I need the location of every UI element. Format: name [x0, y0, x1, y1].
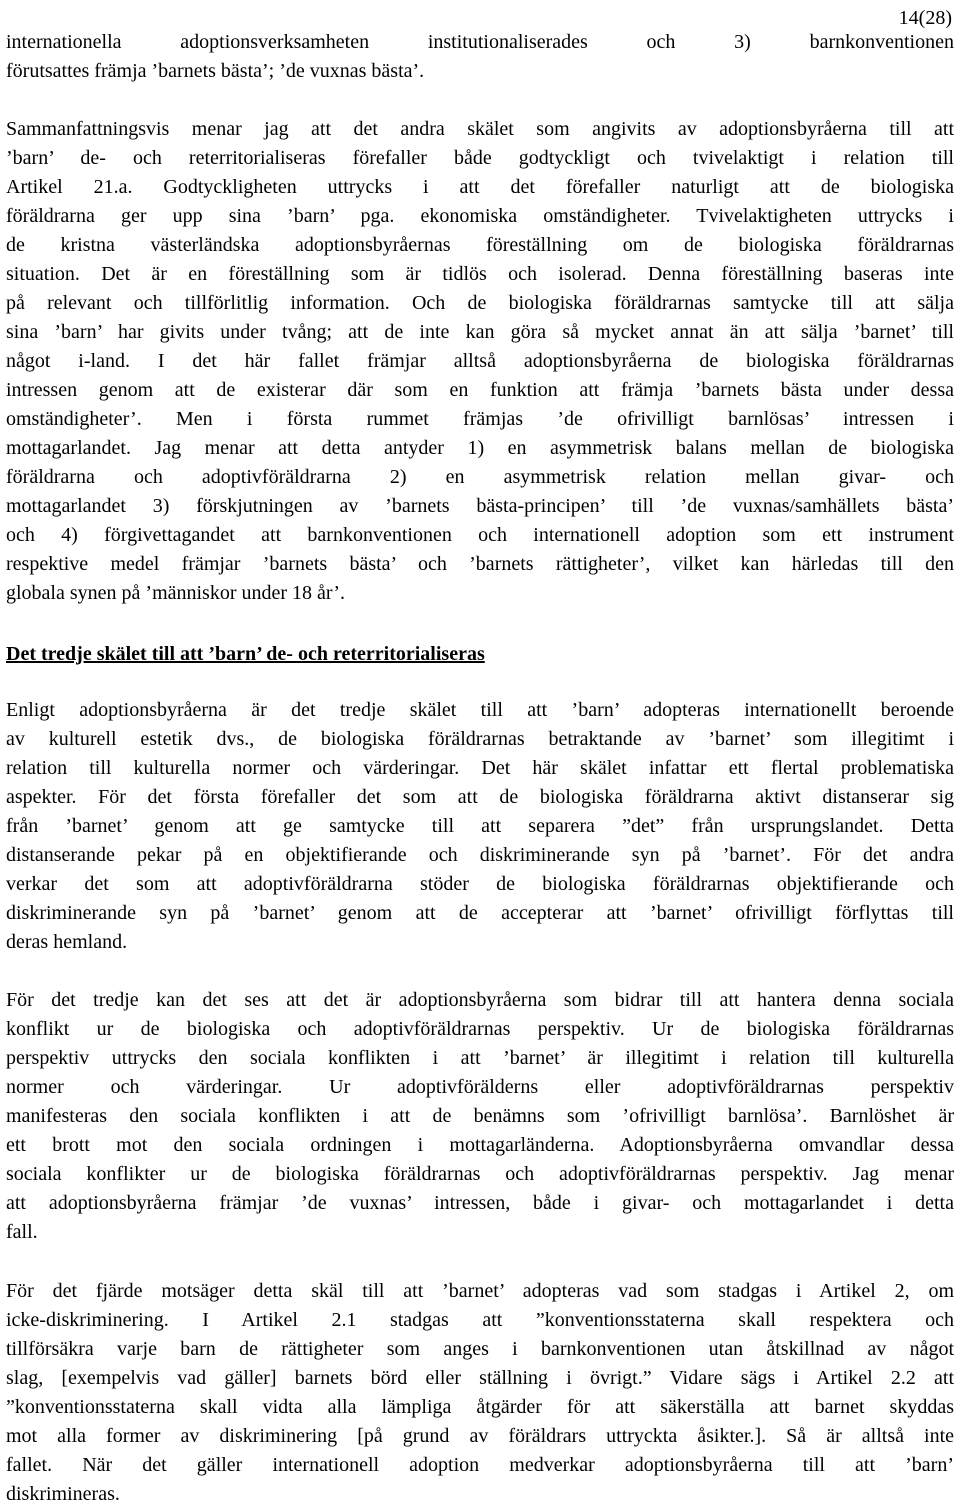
text-line: omständigheter’. Men i första rummet främjas ’de ofrivilligt barnlösas’ intressen i	[6, 408, 954, 430]
text-line: tillförsäkra varje barn de rättigheter som anges i barnkonventionen utan åtskillnad av något	[6, 1338, 954, 1360]
text-line: verkar det som att adoptivföräldrarna stöder de biologiska föräldrarnas objektifierande och	[6, 873, 954, 895]
text-line: konflikt ur de biologiska och adoptivföräldrarnas perspektiv. Ur de biologiska föräldrarnas	[6, 1018, 954, 1040]
text-line: från ’barnet’ genom att ge samtycke till att separera ”det” från ursprungslandet. Detta	[6, 815, 954, 837]
text-line: förutsattes främja ’barnets bästa’; ’de vuxnas bästa’.	[6, 60, 425, 82]
text-line: ”konventionsstaterna skall vidta alla lämpliga åtgärder för att säkerställa att barnet skyddas	[6, 1396, 954, 1418]
text-line: mottagarlandet 3) förskjutningen av ’barnets bästa-principen’ till ’de vuxnas/samhällets bästa’	[6, 495, 954, 517]
text-line: För det tredje kan det ses att det är adoptionsbyråerna som bidrar till att hantera denna sociala	[6, 989, 954, 1011]
text-line: deras hemland.	[6, 931, 128, 953]
text-line: att adoptionsbyråerna främjar ’de vuxnas’ intressen, både i givar- och mottagarlandet i detta	[6, 1192, 954, 1214]
text-line: Artikel 21.a. Godtyckligheten uttrycks i att det förefaller naturligt att de biologiska	[6, 176, 954, 198]
text-line: ett brott mot den sociala ordningen i mottagarländerna. Adoptionsbyråerna omvandlar dessa	[6, 1134, 954, 1156]
text-line: sina ’barn’ har givits under tvång; att de inte kan göra så mycket annat än att sälja ’barnet’ till	[6, 321, 954, 343]
text-line: globala synen på ’människor under 18 år’.	[6, 582, 345, 604]
text-line: något i-land. I det här fallet främjar alltså adoptionsbyråerna de biologiska föräldrarnas	[6, 350, 954, 372]
text-line: Sammanfattningsvis menar jag att det andra skälet som angivits av adoptionsbyråerna till att	[6, 118, 954, 140]
text-line: föräldrarna ger upp sina ’barn’ pga. ekonomiska omständigheter. Tvivelaktigheten uttrycks i	[6, 205, 954, 227]
text-line: diskriminerande syn på ’barnet’ genom att de accepterar att ’barnet’ ofrivilligt förflyttas till	[6, 902, 954, 924]
text-line: intressen genom att de existerar där som en funktion att främja ’barnets bästa under dessa	[6, 379, 954, 401]
text-line: ’barn’ de- och reterritorialiseras förefaller både godtyckligt och tvivelaktigt i relation till	[6, 147, 954, 169]
text-line: föräldrarna och adoptivföräldrarna 2) en asymmetrisk relation mellan givar- och	[6, 466, 954, 488]
text-line: För det fjärde motsäger detta skäl till att ’barnet’ adopteras vad som stadgas i Artikel 2, om	[6, 1280, 954, 1302]
text-line: Enligt adoptionsbyråerna är det tredje skälet till att ’barn’ adopteras internationellt beroende	[6, 699, 954, 721]
text-line: fall.	[6, 1221, 38, 1243]
text-line: av kulturell estetik dvs., de biologiska föräldrarnas betraktande av ’barnet’ som illegitimt i	[6, 728, 954, 750]
text-line: manifesteras den sociala konflikten i att de benämns som ’ofrivilligt barnlösa’. Barnlöshet är	[6, 1105, 954, 1127]
text-line: internationella adoptionsverksamheten institutionaliserades och 3) barnkonventionen	[6, 31, 954, 53]
text-line: aspekter. För det första förefaller det som att de biologiska föräldrarna aktivt distanserar sig	[6, 786, 954, 808]
text-line: diskrimineras.	[6, 1483, 120, 1505]
text-line: mottagarlandet. Jag menar att detta antyder 1) en asymmetrisk balans mellan de biologiska	[6, 437, 954, 459]
text-line: respektive medel främjar ’barnets bästa’ och ’barnets rättigheter’, vilket kan härledas till den	[6, 553, 954, 575]
text-line: normer och värderingar. Ur adoptivförälderns eller adoptivföräldrarnas perspektiv	[6, 1076, 954, 1098]
text-line: situation. Det är en föreställning som är tidlös och isolerad. Denna föreställning baseras inte	[6, 263, 954, 285]
text-line: distanserande pekar på en objektifierande och diskriminerande syn på ’barnet’. För det andra	[6, 844, 954, 866]
text-line: på relevant och tillförlitlig information. Och de biologiska föräldrarnas samtycke till att sälja	[6, 292, 954, 314]
text-line: relation till kulturella normer och värderingar. Det här skälet infattar ett flertal problematiska	[6, 757, 954, 779]
page-number: 14(28)	[898, 7, 952, 29]
text-line: fallet. När det gäller internationell adoption medverkar adoptionsbyråerna till att ’barn’	[6, 1454, 954, 1476]
text-line: slag, [exempelvis vad gäller] barnets börd eller ställning i övrigt.” Vidare sägs i Artikel 2.2 att	[6, 1367, 954, 1389]
text-line: mot alla former av diskriminering [på grund av föräldrars uttryckta åsikter.]. Så är alltså inte	[6, 1425, 954, 1447]
text-line: de kristna västerländska adoptionsbyråernas föreställning om de biologiska föräldrarnas	[6, 234, 954, 256]
text-line: sociala konflikter ur de biologiska föräldrarnas och adoptivföräldrarnas perspektiv. Jag menar	[6, 1163, 954, 1185]
text-line: och 4) förgivettagandet att barnkonventionen och internationell adoption som ett instrument	[6, 524, 954, 546]
section-heading: Det tredje skälet till att ’barn’ de- och reterritorialiseras	[6, 643, 485, 665]
text-line: perspektiv uttrycks den sociala konflikten i att ’barnet’ är illegitimt i relation till kulturella	[6, 1047, 954, 1069]
text-line: icke-diskriminering. I Artikel 2.1 stadgas att ”konventionsstaterna skall respektera och	[6, 1309, 954, 1331]
